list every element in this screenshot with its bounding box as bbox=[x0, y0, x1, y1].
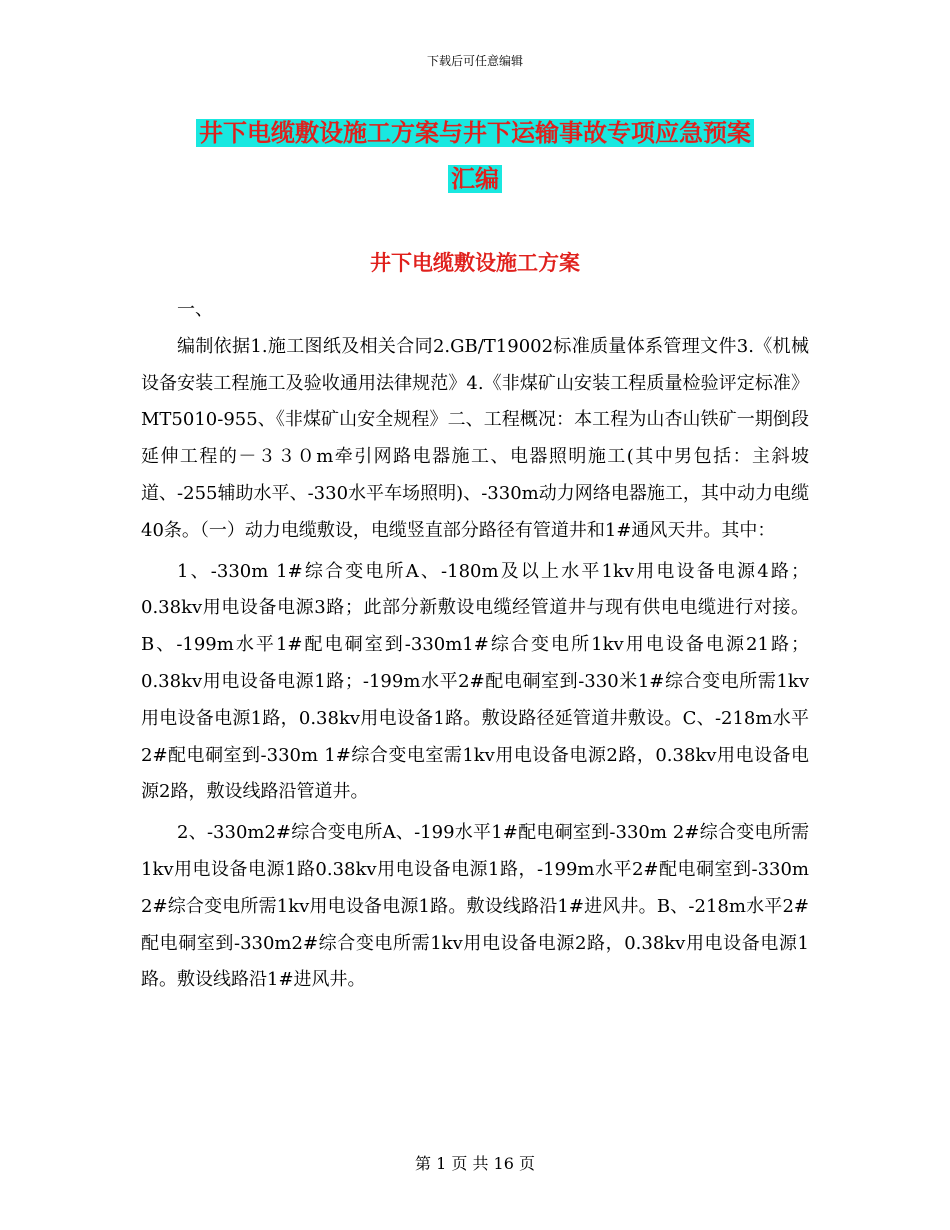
document-title-line-2: 汇编 bbox=[448, 165, 502, 193]
header-note: 下载后可任意编辑 bbox=[426, 54, 523, 68]
document-title-line-1: 井下电缆敷设施工方案与井下运输事故专项应急预案 bbox=[196, 119, 754, 147]
paragraph-substation-2: 2、-330m2#综合变电所A、-199水平1#配电硐室到-330m 2#综合变电所需1kv用电设备电源1路0.38kv用电设备电源1路，-199m水平2#配电硐室到-330m 2#综合变电所需1kv用电设备电源1路。敷设线路沿1#进风井。B、-218m水平2#配电硐室到-330m2#综合变电所需1kv用电设备电源2路，0.38kv用电设备电源1路。敷设线路沿1#进风井。 bbox=[141, 822, 809, 991]
document-title bbox=[0, 110, 950, 202]
paragraph-heading: 一、 bbox=[177, 299, 213, 320]
paragraph-basis-overview: 编制依据1.施工图纸及相关合同2.GB/T19002标准质量体系管理文件3.《机械设备安装工程施工及验收通用法律规范》4.《非煤矿山安装工程质量检验评定标准》MT5010-955、《非煤矿山安全规程》二、工程概况：本工程为山杏山铁矿一期倒段延伸工程的－３３０m牵引网路电器施工、电器照明施工(其中男包括：主斜坡道、-255辅助水平、-330水平车场照明)、-330m动力网络电器施工，其中动力电缆40条。（一）动力电缆敷设，电缆竖直部分路径有管道井和1#通风天井。其中： bbox=[141, 335, 809, 541]
section-title: 井下电缆敷设施工方案 bbox=[370, 251, 580, 275]
page-footer: 第 1 页 共 16 页 bbox=[415, 1154, 535, 1173]
paragraph-substation-1: 1、-330m 1#综合变电所A、-180m及以上水平1kv用电设备电源4路；0.38kv用电设备电源3路；此部分新敷设电缆经管道井与现有供电电缆进行对接。B、-199m水平1#配电硐室到-330m1#综合变电所1kv用电设备电源21路；0.38kv用电设备电源1路；-199m水平2#配电硐室到-330米1#综合变电所需1kv用电设备电源1路，0.38kv用电设备1路。敷设路径延管道井敷设。C、-218m水平2#配电硐室到-330m 1#综合变电室需1kv用电设备电源2路，0.38kv用电设备电源2路，敷设线路沿管道井。 bbox=[141, 560, 809, 803]
document-body bbox=[141, 292, 809, 999]
